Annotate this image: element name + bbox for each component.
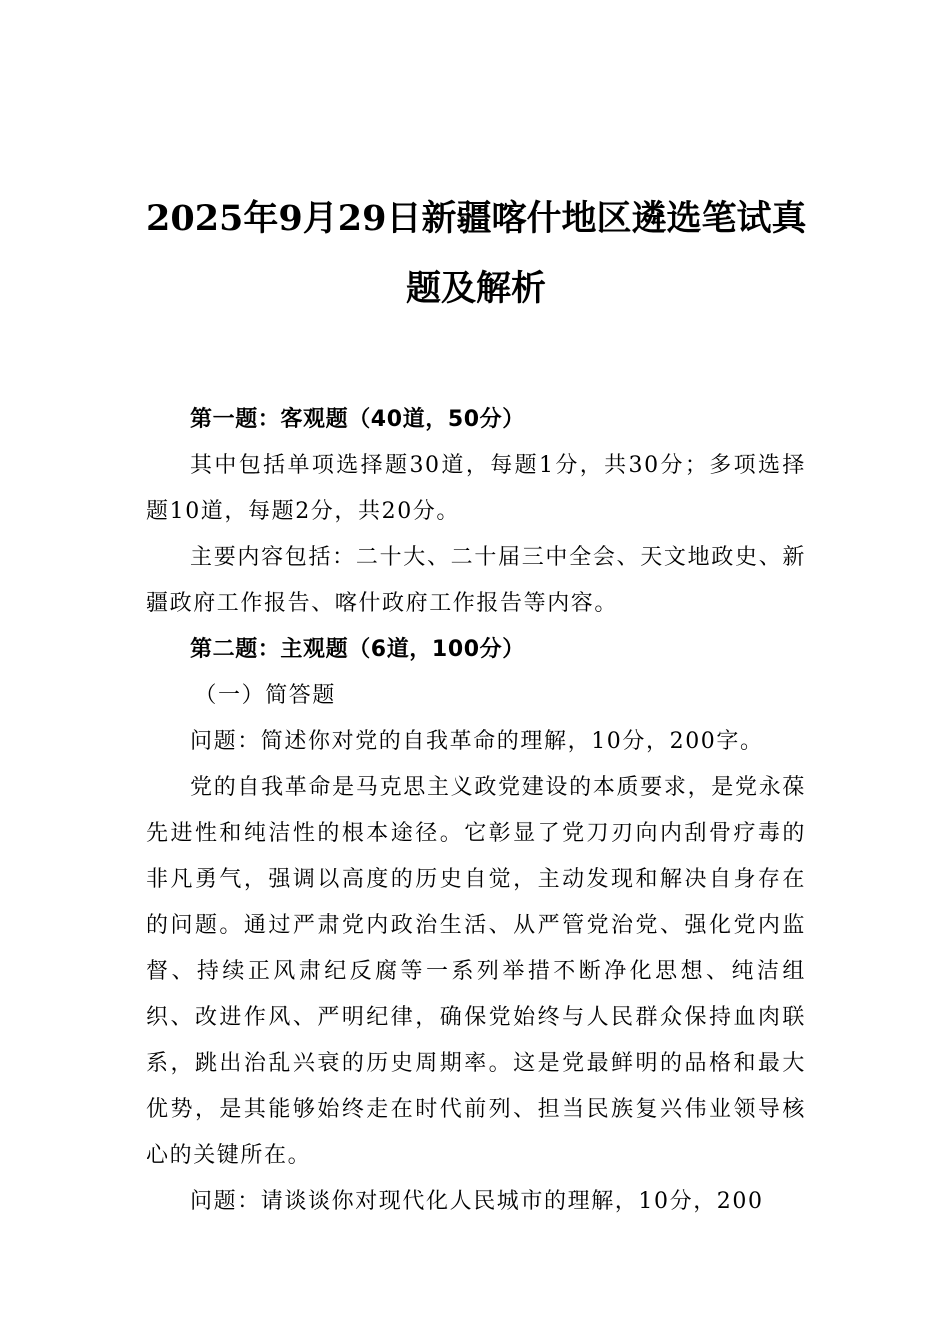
answer-self-revolution: 党的自我革命是马克思主义政党建设的本质要求，是党永葆先进性和纯洁性的根本途径。它彰显了党刀刃向内刮骨疗毒的非凡勇气，强调以高度的历史自觉，主动发现和解决自身存在的问题。通过严肃党内政治生活、从严管党治党、强化党内监督、持续正风肃纪反腐等一系列举措不断净化思想、纯洁组织、改进作风、严明纪律，确保党始终与人民群众保持血肉联系，跳出治乱兴衰的历史周期率。这是党最鲜明的品格和最大优势，是其能够始终走在时代前列、担当民族复兴伟业领导核心的关键所在。 (146, 775, 806, 1168)
section-heading-objective: 第一题：客观题（40道，50分） (190, 407, 525, 432)
subsection-heading-short-answer: （一）简答题 (194, 683, 336, 708)
section-heading-subjective: 第二题：主观题（6道，100分） (190, 637, 525, 662)
paragraph-objective-content: 主要内容包括：二十大、二十届三中全会、天文地政史、新疆政府工作报告、喀什政府工作报告等内容。 (146, 545, 806, 616)
paragraph-objective-format: 其中包括单项选择题30道，每题1分，共30分；多项选择题10道，每题2分，共20分。 (146, 453, 806, 524)
document-body (146, 397, 806, 1225)
question-self-revolution: 问题：简述你对党的自我革命的理解，10分，200字。 (190, 729, 764, 754)
question-people-city: 问题：请谈谈你对现代化人民城市的理解，10分，200 (190, 1189, 764, 1214)
document-title-line-1: 2025年9月29日新疆喀什地区遴选笔试真 (146, 198, 807, 239)
document-title-line-2: 题及解析 (405, 268, 546, 309)
